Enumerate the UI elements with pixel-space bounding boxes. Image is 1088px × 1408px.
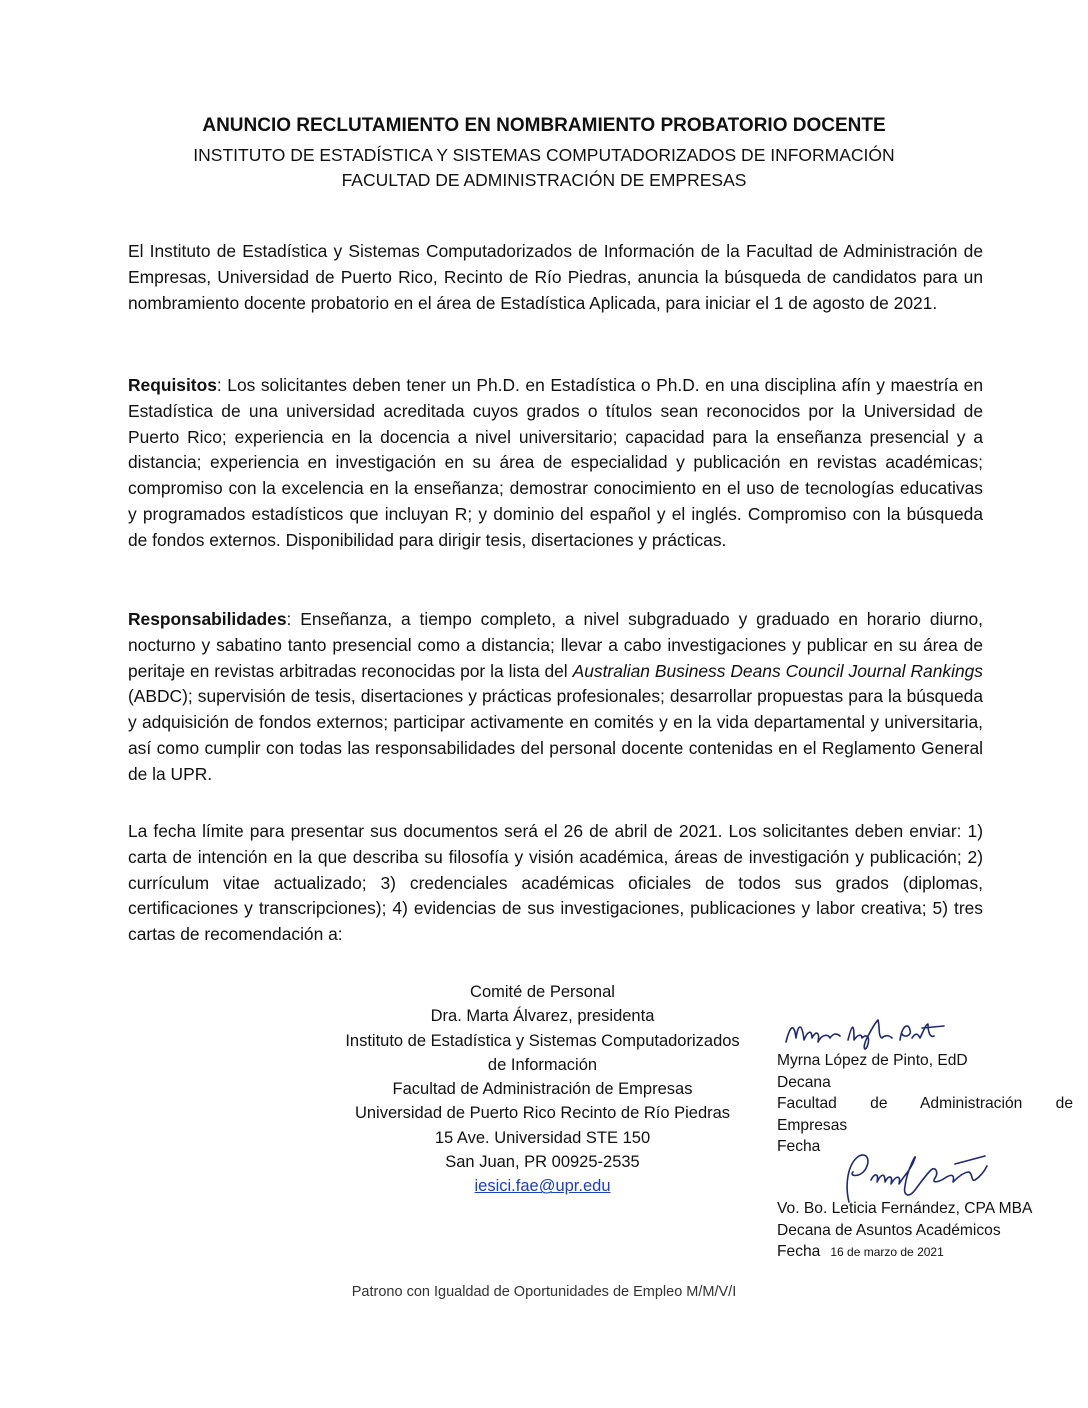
dean-faculty-line-2: Empresas [777,1116,848,1134]
address-line: Facultad de Administración de Empresas [392,1080,693,1099]
intro-paragraph: El Instituto de Estadística y Sistemas Computadorizados de Información de la Facultad de Administración de Empresas, Universidad de Puerto Rico, Recinto de Río Piedras, anuncia la búsqueda de candidatos para un nombramiento docente probatorio en el área de Estadística Aplicada, para iniciar el 1 de agosto de 2021. [128,241,983,313]
address-line: Dra. Marta Álvarez, presidenta [430,1007,655,1026]
academic-dean-date-label: Fecha [777,1243,821,1260]
dean-title: Decana [777,1073,831,1091]
faculty-heading: FACULTAD DE ADMINISTRACIÓN DE EMPRESAS [341,170,747,190]
address-line: Comité de Personal [470,983,615,1001]
dean-faculty-line-1: Facultad de Administración de [777,1095,1073,1112]
address-line: de Información [487,1055,598,1074]
academic-dean-name: Vo. Bo. Leticia Fernández, CPA MBA [777,1200,1033,1217]
institute-heading: INSTITUTO DE ESTADÍSTICA Y SISTEMAS COMPUTADORIZADOS DE INFORMACIÓN [193,145,895,165]
address-line: 15 Ave. Universidad STE 150 [434,1128,651,1147]
signatory-dean [777,1050,1073,1158]
deadline-paragraph: La fecha límite para presentar sus documentos será el 26 de abril de 2021. Los solicitantes deben enviar: 1) carta de intención en la que describa su filosofía y visión académica, áreas de investigación y publicación; 2) currículum vitae actualizado; 3) credenciales académicas oficiales de todos sus grados (diplomas, certificaciones y transcripciones); 4) evidencias de sus investigaciones, publicaciones y labor creativa; 5) tres cartas de recomendación a: [128,821,983,945]
document-title: ANUNCIO RECLUTAMIENTO EN NOMBRAMIENTO PROBATORIO DOCENTE [202,115,886,136]
dean-date-label: Fecha [777,1138,821,1155]
address-line: Universidad de Puerto Rico Recinto de Río Piedras [354,1104,731,1123]
equal-opportunity-footer: Patrono con Igualdad de Oportunidades de Empleo M/M/V/I [351,1284,737,1300]
address-line: San Juan, PR 00925-2535 [445,1153,640,1172]
responsibilities-paragraph [128,607,983,788]
email-link[interactable]: iesici.fae@upr.edu [474,1177,611,1196]
address-line: Instituto de Estadística y Sistemas Computadorizados [345,1031,740,1050]
responsibilities-text-2: (ABDC); supervisión de tesis, disertaciones y prácticas profesionales; desarrollar propuestas para la búsqueda y adquisición de fondos externos; participar activamente en comités y en la vida departamental y universitaria, así como cumplir con todas las responsabilidades del personal docente contenidas en el Reglamento General de la UPR. [128,686,983,784]
abdc-journal-name: Australian Business Deans Council Journal Rankings [572,660,983,681]
responsibilities-text-1: : Enseñanza, a tiempo completo, a nivel subgraduado y graduado en horario diurno, nocturno y sabatino tanto presencial como a distancia; llevar a cabo investigaciones y publicar en su área de peritaje en revistas arbitradas reconocidas por la lista del [128,609,983,681]
requirements-paragraph [128,373,983,554]
mailing-address [320,980,765,1199]
academic-dean-date-value: 16 de marzo de 2021 [830,1245,944,1259]
signatory-academic-dean [777,1198,1073,1264]
responsibilities-label: Responsabilidades [128,609,287,629]
requirements-label: Requisitos [128,375,217,395]
signature-dean-image [782,1016,954,1052]
academic-dean-title: Decana de Asuntos Académicos [777,1221,1001,1239]
requirements-text: : Los solicitantes deben tener un Ph.D. en Estadística o Ph.D. en una disciplina afín y maestría en Estadística de una universidad acreditada cuyos grados o títulos sean reconocidos por la Universidad de Puerto Rico; experiencia en la docencia a nivel universitario; capacidad para la enseñanza presencial y a distancia; experiencia en investigación en su área de especialidad y publicación en revistas académicas; compromiso con la excelencia en la enseñanza; demostrar conocimiento en el uso de tecnologías educativas y programados estadísticos que incluyan R; y dominio del español y el inglés. Compromiso con la búsqueda de fondos externos. Disponibilidad para dirigir tesis, disertaciones y prácticas. [128,375,983,550]
dean-name: Myrna López de Pinto, EdD [777,1052,968,1069]
academic-dean-date-row [777,1241,1073,1264]
